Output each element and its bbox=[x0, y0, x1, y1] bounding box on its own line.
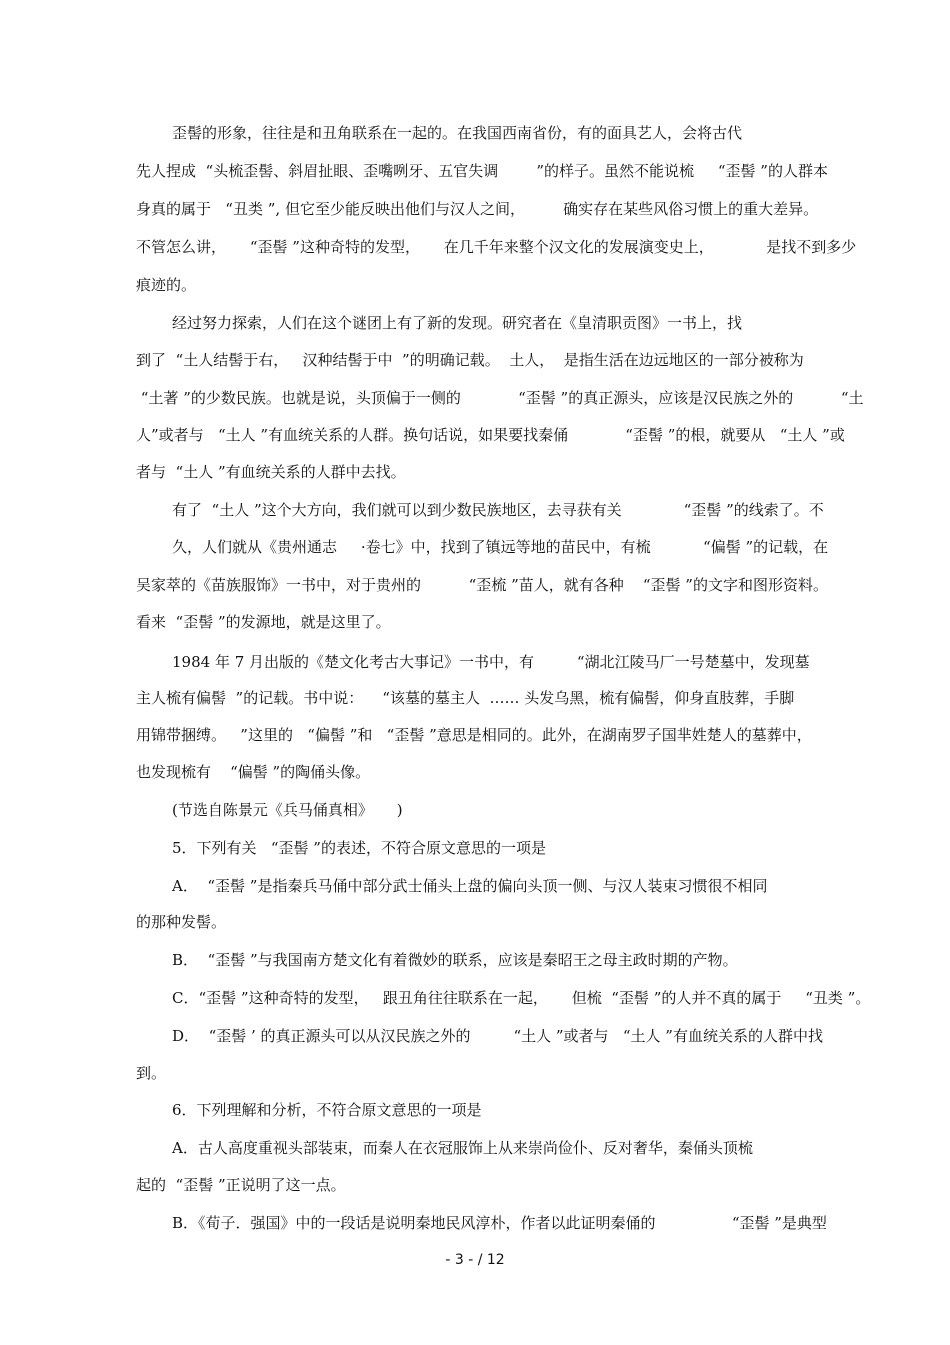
text-line: 到了 “土人结髻于右， 汉种结髻于中 ”的明确记载。 土人， 是指生活在边远地区的一部分被称为 bbox=[136, 351, 804, 369]
text-line: 经过努力探索，人们在这个谜团上有了新的发现。研究者在《皇清职贡图》一书上，找 bbox=[172, 314, 743, 332]
text-line: 吴家萃的《苗族服饰》一书中，对于贵州的 “歪梳 ”苗人，就有各种 “歪髻 ”的文字和图形资料。 bbox=[136, 576, 828, 594]
option-a: A． “歪髻 ”是指秦兵马俑中部分武士俑头上盘的偏向头顶一侧、与汉人装束习惯很不相同 bbox=[172, 877, 768, 895]
text-line: 看来 “歪髻 ”的发源地，就是这里了。 bbox=[136, 613, 391, 631]
page-number: - 3 - / 12 bbox=[445, 1252, 505, 1268]
text-line: 用锦带捆缚。 ”这里的 “偏髻 ”和 “歪髻 ”意思是相同的。此外，在湖南罗子国芈姓楚人的墓葬中， bbox=[136, 726, 812, 744]
option-c: C．“歪髻 ”这种奇特的发型， 跟丑角往往联系在一起， 但梳 “歪髻 ”的人并不真的属于 “丑类 ”。 bbox=[172, 989, 871, 1007]
text-line: 久，人们就从《贵州通志 ·卷七》中，找到了镇远等地的苗民中，有梳 “偏髻 ”的记载，在 bbox=[172, 538, 829, 556]
option-b: B．《荀子．强国》中的一段话是说明秦地民风淳朴，作者以此证明秦俑的 “歪髻 ”是典型 bbox=[172, 1214, 827, 1232]
text-line: 歪髻的形象，往往是和丑角联系在一起的。在我国西南省份，有的面具艺人，会将古代 bbox=[172, 124, 743, 142]
option-b: B． “歪髻 ”与我国南方楚文化有着微妙的联系，应该是秦昭王之母主政时期的产物。 bbox=[172, 951, 738, 969]
question-6: 6．下列理解和分析，不符合原文意思的一项是 bbox=[172, 1101, 482, 1119]
text-line: 先人捏成 “头梳歪髻、斜眉扯眼、歪嘴咧牙、五官失调 ”的样子。虽然不能说梳 “歪髻 ”的人群本 bbox=[136, 162, 828, 180]
text-line: 到。 bbox=[136, 1064, 167, 1082]
question-5: 5．下列有关 “歪髻 ”的表述，不符合原文意思的一项是 bbox=[172, 839, 546, 857]
text-line: 有了 “土人 ”这个大方向，我们就可以到少数民族地区，去寻获有关 “歪髻 ”的线索了。不 bbox=[172, 501, 824, 519]
text-line: 身真的属于 “丑类 ”, 但它至少能反映出他们与汉人之间， 确实存在某些风俗习惯上的重大差异。 bbox=[136, 200, 819, 218]
text-line: 主人梳有偏髻 ”的记载。书中说： “该墓的墓主人 …… 头发乌黑，梳有偏髻，仰身直肢葬，手脚 bbox=[136, 689, 795, 707]
text-line: 痕迹的。 bbox=[136, 276, 197, 294]
text-line: 也发现梳有 “偏髻 ”的陶俑头像。 bbox=[136, 763, 371, 781]
source-citation: (节选自陈景元《兵马俑真相》 ) bbox=[172, 801, 403, 819]
text-line: 的那种发髻。 bbox=[136, 913, 227, 931]
option-a: A．古人高度重视头部装束，而秦人在衣冠服饰上从来崇尚俭仆、反对奢华，秦俑头顶梳 bbox=[172, 1139, 753, 1157]
text-line: 者与 “土人 ”有血统关系的人群中去找。 bbox=[136, 463, 406, 481]
text-line: “土著 ”的少数民族。也就是说，头顶偏于一侧的 “歪髻 ”的真正源头，应该是汉民族之外的 “土 bbox=[136, 389, 864, 407]
text-line: 起的 “歪髻 ”正说明了这一点。 bbox=[136, 1176, 346, 1194]
text-line: 人”或者与 “土人 ”有血统关系的人群。换句话说，如果要找秦俑 “歪髻 ”的根，就要从 “土人 ”或 bbox=[136, 426, 845, 444]
text-line: 1984 年 7 月出版的《楚文化考古大事记》一书中，有 “湖北江陵马厂一号楚墓中，发现墓 bbox=[172, 653, 810, 671]
text-line: 不管怎么讲， “歪髻 ”这种奇特的发型， 在几千年来整个汉文化的发展演变史上， 是找不到多少 bbox=[136, 238, 857, 256]
option-d: D． “歪髻 ’ 的真正源头可以从汉民族之外的 “土人 ”或者与 “土人 ”有血统关系的人群中找 bbox=[172, 1027, 823, 1045]
